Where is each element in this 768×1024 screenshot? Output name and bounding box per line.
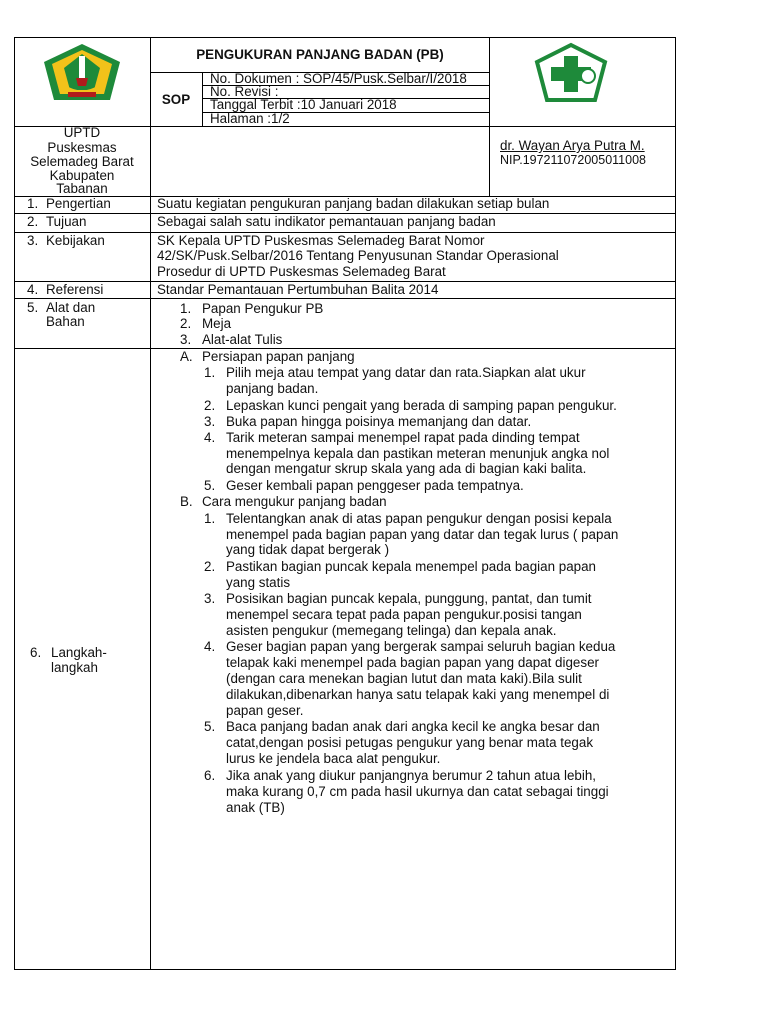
b-step-4-line-2: telapak kaki menempel pada bagian papan yang dapat digeser [226, 655, 599, 670]
row-3-line-3: Prosedur di UPTD Puskesmas Selemadeg Barat [157, 264, 446, 279]
a-step-5-number: 5. [204, 478, 216, 493]
b-step-1-number: 1. [204, 511, 216, 526]
b-step-6-line-2: maka kurang 0,7 cm pada hasil ukurnya dan catat sebagai tinggi [226, 784, 609, 799]
a-step-1-number: 1. [204, 365, 216, 380]
b-step-1-line-1: Telentangkan anak di atas papan pengukur dengan posisi kepala [226, 511, 612, 526]
alat-item-2-number: 2. [180, 316, 192, 331]
a-step-3-line-1: Buka papan hingga poisinya memanjang dan datar. [226, 414, 532, 429]
header-divider-sop [202, 72, 203, 127]
b-step-2-number: 2. [204, 559, 216, 574]
row-2-label: Tujuan [46, 214, 87, 229]
b-step-4-number: 4. [204, 639, 216, 654]
org-line-1: UPTD [63, 125, 101, 140]
row-1-number: 1. [27, 196, 39, 211]
a-step-2-number: 2. [204, 398, 216, 413]
b-step-3-line-1: Posisikan bagian puncak kepala, punggung, pantat, dan tumit [226, 591, 592, 606]
a-step-2-line-1: Lepaskan kunci pengait yang berada di samping papan pengukur. [226, 398, 617, 413]
issue-date: Tanggal Terbit :10 Januari 2018 [210, 97, 397, 112]
outer-border-top [14, 37, 676, 38]
b-step-6-number: 6. [204, 768, 216, 783]
row-2-content: Sebagai salah satu indikator pemantauan panjang badan [157, 214, 496, 229]
a-step-4-line-2: menempelnya kepala dan pastikan meteran menunjuk angka nol [226, 446, 610, 461]
section-a-letter: A. [180, 349, 193, 364]
b-step-5-line-3: lurus ke jendela baca alat pengukur. [226, 751, 441, 766]
row-1-content: Suatu kegiatan pengukuran panjang badan dilakukan setiap bulan [157, 196, 550, 211]
b-step-2-line-1: Pastikan bagian puncak kepala menempel pada bagian papan [226, 559, 597, 574]
outer-border-right [675, 37, 676, 970]
signatory-nip: NIP.197211072005011008 [500, 153, 646, 167]
page-number: Halaman :1/2 [210, 111, 290, 126]
sop-label: SOP [161, 92, 191, 107]
b-step-1-line-3: yang tidak dapat bergerak ) [226, 542, 390, 557]
row-4-label: Referensi [46, 282, 104, 297]
b-step-3-number: 3. [204, 591, 216, 606]
alat-item-1-number: 1. [180, 301, 192, 316]
row-6-label-1: Langkah- [51, 645, 107, 660]
b-step-4-line-4: dilakukan,dibenarkan hanya satu telapak kaki yang menempel di [226, 687, 610, 702]
b-step-6-line-1: Jika anak yang diukur panjangnya berumur 2 tahun atua lebih, [226, 768, 596, 783]
outer-border-bottom [14, 969, 676, 970]
section-b-title: Cara mengukur panjang badan [202, 494, 387, 509]
b-step-2-line-2: yang statis [226, 575, 291, 590]
row-5-label-2: Bahan [46, 314, 85, 329]
row-3-number: 3. [27, 233, 39, 248]
b-step-4-line-1: Geser bagian papan yang bergerak sampai seluruh bagian kedua [226, 639, 616, 654]
row-2-number: 2. [27, 214, 39, 229]
b-step-5-line-2: catat,dengan posisi petugas pengukur yang benar mata tegak [226, 735, 594, 750]
org-line-5: Tabanan [56, 181, 108, 196]
row-3-line-1: SK Kepala UPTD Puskesmas Selemadeg Barat Nomor [157, 233, 485, 248]
b-step-3-line-3: asisten pengukur (memegang telinga) dan kepala anak. [226, 623, 557, 638]
alat-item-2: Meja [202, 316, 232, 331]
doc-number: No. Dokumen : SOP/45/Pusk.Selbar/I/2018 [210, 71, 467, 86]
row-5-number: 5. [27, 300, 39, 315]
a-step-5-line-1: Geser kembali papan penggeser pada tempatnya. [226, 478, 524, 493]
signatory-name: dr. Wayan Arya Putra M. [500, 138, 645, 153]
row-3-label: Kebijakan [46, 233, 105, 248]
row-6-number: 6. [30, 645, 42, 660]
puskesmas-green-cross-icon [531, 42, 611, 104]
section-a-title: Persiapan papan panjang [202, 349, 355, 364]
document-title: PENGUKURAN PANJANG BADAN (PB) [196, 47, 444, 62]
alat-item-3-number: 3. [180, 332, 192, 347]
alat-item-3: Alat-alat Tulis [202, 332, 283, 347]
a-step-1-line-2: panjang badan. [226, 381, 319, 396]
b-step-4-line-5: papan geser. [226, 703, 304, 718]
row-4-number: 4. [27, 282, 39, 297]
a-step-4-line-3: dengan mengatur skrup skala yang ada di bagian kaki balita. [226, 461, 587, 476]
a-step-3-number: 3. [204, 414, 216, 429]
b-step-1-line-2: menempel pada bagian papan yang datar dan tegak lurus ( papan [226, 527, 619, 542]
a-step-4-line-1: Tarik meteran sampai menempel rapat pada dinding tempat [226, 430, 580, 445]
a-step-4-number: 4. [204, 430, 216, 445]
section-b-letter: B. [180, 494, 193, 509]
kabupaten-tabanan-emblem-icon [40, 42, 124, 106]
alat-item-1: Papan Pengukur PB [202, 301, 324, 316]
row-1-label: Pengertian [46, 196, 111, 211]
org-line-2: Puskesmas [47, 140, 117, 155]
b-step-4-line-3: (dengan cara menekan bagian lutut dan mata kaki).Bila sulit [226, 671, 582, 686]
revision-number: No. Revisi : [210, 84, 279, 99]
org-line-4: Kabupaten [49, 168, 115, 183]
header-divider-left [150, 37, 151, 970]
row-6-label-2: langkah [51, 660, 98, 675]
row-sep-5 [14, 298, 676, 299]
b-step-5-number: 5. [204, 719, 216, 734]
b-step-3-line-2: menempel secara tepat pada papan pengukur.posisi tangan [226, 607, 582, 622]
row-3-line-2: 42/SK/Pusk.Selbar/2016 Tentang Penyusunan Standar Operasional [157, 248, 559, 263]
b-step-6-line-3: anak (TB) [226, 800, 285, 815]
row-4-content: Standar Pemantauan Pertumbuhan Balita 2014 [157, 282, 439, 297]
org-line-3: Selemadeg Barat [30, 154, 134, 169]
b-step-5-line-1: Baca panjang badan anak dari angka kecil ke angka besar dan [226, 719, 600, 734]
row-5-label-1: Alat dan [46, 300, 96, 315]
a-step-1-line-1: Pilih meja atau tempat yang datar dan rata.Siapkan alat ukur [226, 365, 586, 380]
